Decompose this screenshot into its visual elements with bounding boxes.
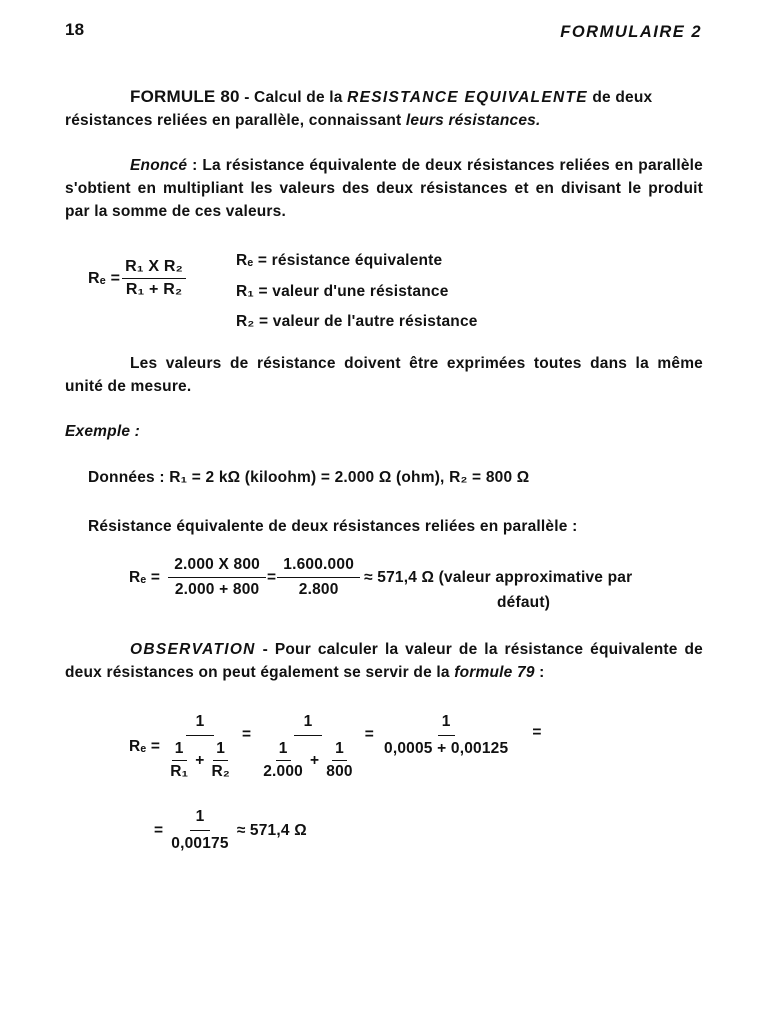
- alt-calculation: Rₑ = 1 $\frac{1}{\text{R₁}}$ + $\frac{1}{\text{R₂}}$ = 1 $\frac{1}{2.000}$ + $\frac{1}{800}$ = $\frac{1}{0,0005 + 0,00125}$ =: [129, 713, 542, 780]
- legend-item: Rₑ = résistance équivalente: [236, 252, 443, 269]
- example-approx-continued: défaut): [497, 594, 551, 611]
- example-fraction-1: $\frac{2.000 X 800}{2.000 + 800}$: [168, 556, 266, 599]
- calc-fraction-2: 1 $\frac{1}{2.000}$ + $\frac{1}{800}$: [263, 713, 353, 780]
- example-heading: Exemple :: [65, 423, 141, 440]
- legend-item: R₁ = valeur d'une résistance: [236, 282, 449, 300]
- enonce-label: Enoncé: [130, 157, 188, 174]
- example-fraction-2: $\frac{1.600.000}{2.800}$: [277, 556, 360, 599]
- main-formula: Rₑ = $\frac{\text{R₁ X R₂}}{\text{R₁ + R₂}}$: [88, 258, 186, 299]
- calc-fraction-3: $\frac{1}{0,0005 + 0,00125}$: [384, 713, 509, 757]
- calc-fraction-4: $\frac{1}{0,00175}$: [171, 808, 229, 852]
- calc-fraction-1: 1 $\frac{1}{\text{R₁}}$ + $\frac{1}{\text{R₂}}$: [170, 713, 230, 780]
- example-data: Données : R₁ = 2 kΩ (kiloohm) = 2.000 Ω (ohm), R₂ = 800 Ω: [88, 469, 530, 486]
- alt-calculation-result: = $\frac{1}{0,00175}$ ≈ 571,4 Ω: [154, 808, 307, 852]
- main-fraction: $\frac{\text{R₁ X R₂}}{\text{R₁ + R₂}}$: [122, 258, 186, 299]
- example-formula: Rₑ = $\frac{2.000 X 800}{2.000 + 800}$ = $\frac{1.600.000}{2.800}$ ≈ 571,4 Ω (valeur approximative par: [129, 556, 633, 598]
- formula-title: FORMULE 80 - Calcul de la RESISTANCE EQUIVALENTE de deux résistances reliées en parallèle, connaissant leurs résistances.: [65, 87, 653, 129]
- formula-legend: [236, 246, 478, 338]
- formula-subject: RESISTANCE EQUIVALENTE: [347, 89, 588, 106]
- legend-item: R₂ = valeur de l'autre résistance: [236, 313, 478, 330]
- observation-paragraph: OBSERVATION - Pour calculer la valeur de la résistance équivalente de deux résistances on peut également se servir de la formule 79 :: [65, 641, 703, 681]
- page-number: 18: [65, 20, 85, 39]
- running-title: FORMULAIRE 2: [560, 23, 702, 41]
- formula-label: FORMULE 80: [130, 87, 240, 106]
- formula-reference: formule 79: [454, 664, 535, 681]
- enonce-paragraph: Enoncé : La résistance équivalente de deux résistances reliées en parallèle s'obtient en multipliant les valeurs des deux résistances et en divisant le produit par la somme de ces valeurs.: [65, 157, 703, 220]
- observation-label: OBSERVATION: [130, 641, 256, 658]
- example-caption: Résistance équivalente de deux résistances reliées en parallèle :: [88, 518, 578, 535]
- units-note: Les valeurs de résistance doivent être exprimées toutes dans la même unité de mesure.: [65, 355, 703, 395]
